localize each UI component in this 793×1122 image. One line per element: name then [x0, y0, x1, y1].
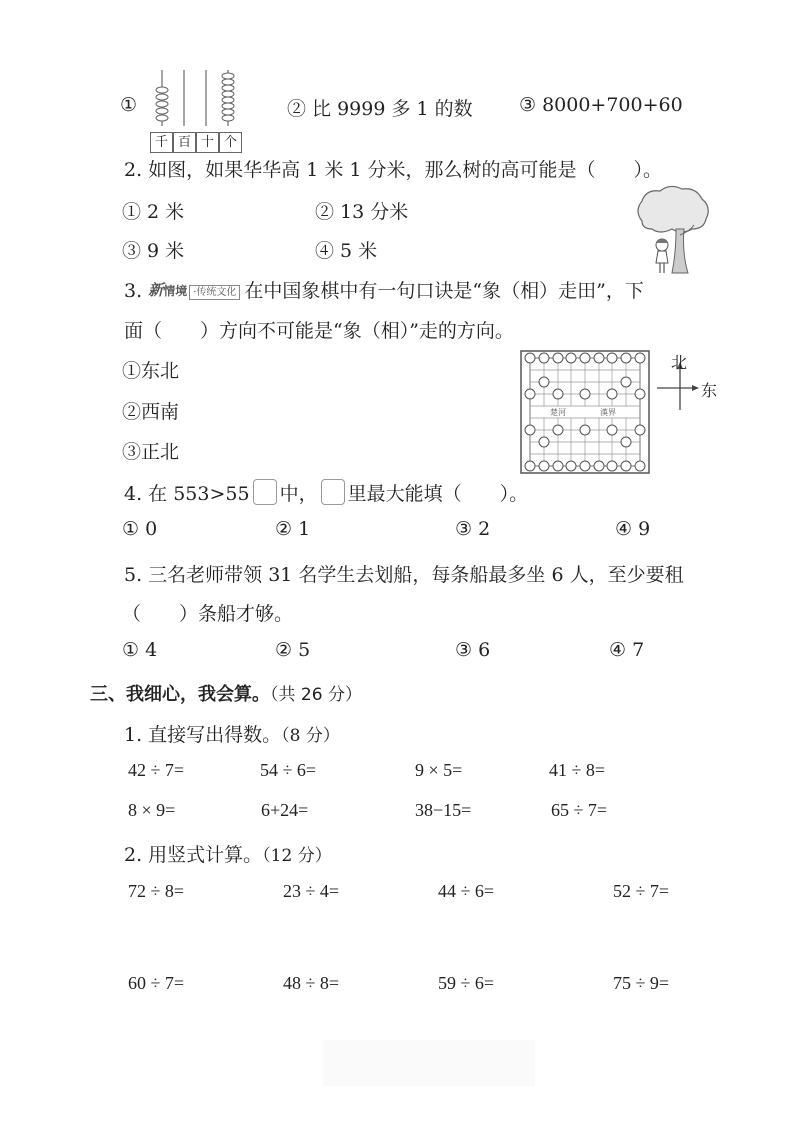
- calc2-item-3: 44 ÷ 6=: [438, 881, 495, 901]
- q2-option-4: ④ 5 米: [315, 240, 378, 262]
- abacus-label-tens: 十: [196, 132, 219, 153]
- q1-option1-mark: ①: [120, 94, 138, 116]
- section-3-title: [90, 680, 362, 706]
- q2-option-1: ① 2 米: [122, 201, 185, 223]
- answer-box-1: [253, 479, 277, 505]
- calc2-item-7: 59 ÷ 6=: [438, 973, 495, 993]
- board-river-left: 楚河: [550, 408, 566, 417]
- tag-topic: ·传统文化: [189, 285, 240, 300]
- abacus-figure: [150, 68, 245, 153]
- section-3-points: （共 26 分）: [270, 685, 362, 705]
- q3-option-3: ③正北: [122, 441, 180, 463]
- q4-option-2: ② 1: [275, 518, 311, 540]
- answer-box-2: [321, 479, 345, 505]
- q1-option3: ③ 8000+700+60: [519, 94, 683, 116]
- q4-option-3: ③ 2: [455, 518, 491, 540]
- calc2-points: （12 分）: [262, 846, 332, 866]
- q3-line1: [124, 276, 644, 303]
- compass-north-label: 北: [671, 353, 688, 372]
- calc2-item-1: 72 ÷ 8=: [128, 881, 185, 901]
- calc1-heading: 1. 直接写出得数。: [124, 724, 282, 746]
- q5-stem-line2: （ ）条船才够。: [122, 603, 294, 625]
- board-river-right: 漢界: [600, 408, 616, 417]
- abacus-label-ones: 个: [219, 132, 242, 153]
- calc1-item-1: 42 ÷ 7=: [128, 760, 185, 780]
- q4-middle: 中，: [279, 483, 318, 505]
- calc2-heading: 2. 用竖式计算。: [124, 844, 263, 866]
- q4-prefix: 4. 在 553>55: [124, 483, 250, 505]
- abacus-place-labels: [150, 132, 245, 153]
- chess-board-figure: [520, 350, 650, 478]
- q2-stem: 2. 如图，如果华华高 1 米 1 分米，那么树的高可能是（ ）。: [124, 159, 663, 181]
- q3-number: 3.: [124, 280, 143, 302]
- q5-option-3: ③ 6: [455, 639, 491, 661]
- q5-option-1: ① 4: [122, 639, 158, 661]
- compass-east-label: 东: [701, 381, 718, 400]
- calc1-item-4: 41 ÷ 8=: [549, 760, 606, 780]
- abacus-label-thousands: 千: [150, 132, 173, 153]
- q3-option-2: ②西南: [122, 401, 180, 423]
- calc2-item-2: 23 ÷ 4=: [283, 881, 340, 901]
- calc1-points: （8 分）: [281, 726, 340, 746]
- calc2-item-4: 52 ÷ 7=: [613, 881, 670, 901]
- q4-option-1: ① 0: [122, 518, 158, 540]
- calc2-title: [124, 840, 332, 867]
- calc2-item-8: 75 ÷ 9=: [613, 973, 670, 993]
- calc1-item-3: 9 × 5=: [415, 760, 463, 780]
- calc1-item-6: 6+24=: [261, 800, 309, 820]
- q4-stem: [124, 479, 528, 506]
- tree-girl-illustration: [632, 183, 712, 279]
- abacus-icon: [150, 68, 245, 128]
- tag-scene: 情境: [163, 284, 188, 298]
- q4-option-4: ④ 9: [615, 518, 651, 540]
- calc1-item-8: 65 ÷ 7=: [551, 800, 608, 820]
- q5-stem-line1: 5. 三名老师带领 31 名学生去划船，每条船最多坐 6 人，至少要租: [124, 564, 684, 586]
- calc1-item-5: 8 × 9=: [128, 800, 176, 820]
- calc1-item-7: 38−15=: [415, 800, 472, 820]
- q3-stem-line1: 在中国象棋中有一句口诀是“象（相）走田”，下: [244, 280, 644, 302]
- q4-suffix: 里最大能填（ ）。: [347, 483, 529, 505]
- abacus-label-hundreds: 百: [173, 132, 196, 153]
- q5-option-2: ② 5: [275, 639, 311, 661]
- tag-new: 新: [148, 281, 164, 299]
- section-3-heading: 三、我细心，我会算。: [90, 684, 270, 705]
- calc2-item-6: 48 ÷ 8=: [283, 973, 340, 993]
- q2-option-3: ③ 9 米: [122, 240, 185, 262]
- footer-band: [323, 1040, 535, 1086]
- tree-icon: [632, 183, 712, 275]
- calc1-item-2: 54 ÷ 6=: [260, 760, 317, 780]
- q2-option-2: ② 13 分米: [315, 201, 409, 223]
- q1-option2: ② 比 9999 多 1 的数: [287, 98, 473, 120]
- q5-option-4: ④ 7: [609, 639, 645, 661]
- chinese-chess-board: [520, 350, 650, 474]
- q3-option-1: ①东北: [122, 360, 180, 382]
- new-scene-culture-tag: [148, 278, 240, 298]
- calc2-item-5: 60 ÷ 7=: [128, 973, 185, 993]
- q3-stem-line2: 面（ ）方向不可能是“象（相）”走的方向。: [124, 320, 514, 342]
- calc1-title: [124, 720, 340, 747]
